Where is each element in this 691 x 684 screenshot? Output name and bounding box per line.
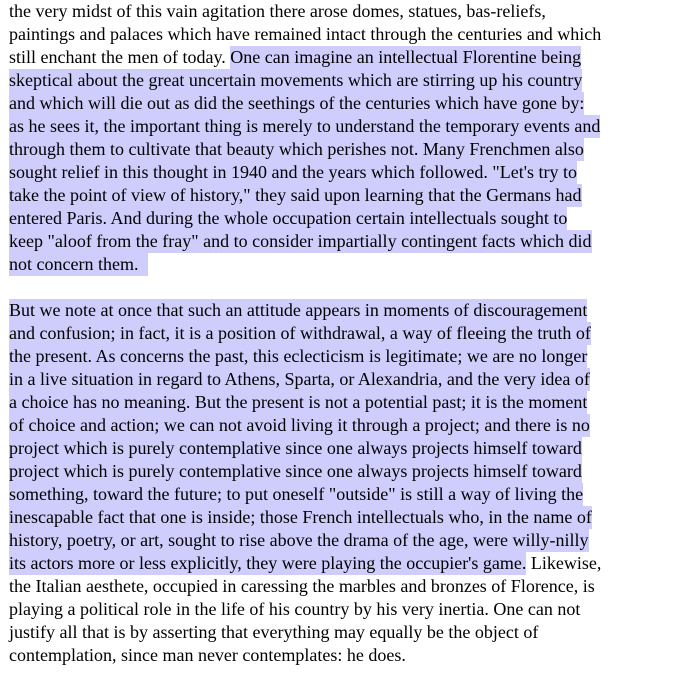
text-line	[9, 437, 582, 460]
text-line	[9, 92, 584, 115]
highlighted-text[interactable]: sought relief in this thought in 1940 and the years which followed. "Let's try to	[9, 162, 577, 182]
text-plain: paintings and palaces which have remained intact through the centuries and which	[9, 24, 602, 44]
text-line	[9, 138, 584, 161]
text-line	[9, 414, 590, 437]
highlighted-text[interactable]: keep "aloof from the fray" and to consider impartially contingent facts which did	[9, 231, 592, 251]
text-line	[9, 161, 577, 184]
text-plain: the Italian aesthete, occupied in caressing the marbles and bronzes of Florence, is	[9, 576, 595, 596]
text-line	[9, 115, 600, 138]
highlighted-text[interactable]: project which is purely contemplative since one always projects himself toward	[9, 461, 582, 481]
text-line	[9, 506, 592, 529]
highlighted-text[interactable]: But we note at once that such an attitude appears in moments of discouragement	[9, 300, 588, 320]
highlighted-text[interactable]: take the point of view of history," they said upon learning that the Germans had	[9, 185, 582, 205]
highlighted-text[interactable]: of choice and action; we can not avoid living it through a project; and there is no	[9, 415, 590, 435]
text-line	[9, 368, 590, 391]
text-line	[9, 253, 148, 276]
highlighted-text[interactable]: and confusion; in fact, it is a position of withdrawal, a way of fleeing the truth of	[9, 323, 591, 343]
highlighted-text[interactable]: in a live situation in regard to Athens, Sparta, or Alexandria, and the very idea of	[9, 369, 590, 389]
text-plain: contemplation, since man never contemplates: he does.	[9, 645, 406, 665]
text-line	[9, 391, 587, 414]
text-plain: still enchant the men of today.	[9, 47, 231, 67]
highlighted-text[interactable]: through them to cultivate that beauty which perishes not. Many Frenchmen also	[9, 139, 584, 159]
text-line	[9, 460, 582, 483]
text-line	[9, 621, 538, 644]
highlighted-text[interactable]: skeptical about the great uncertain movements which are stirring up his country	[9, 70, 583, 90]
text-line	[9, 69, 582, 92]
text-line	[9, 0, 546, 23]
text-line	[9, 575, 595, 598]
text-line	[9, 529, 589, 552]
highlighted-text[interactable]: entered Paris. And during the whole occupation certain intellectuals sought to	[9, 208, 568, 228]
highlighted-text[interactable]: One can imagine an intellectual Florentine being	[230, 47, 582, 67]
highlighted-text[interactable]: history, poetry, or art, sought to rise above the drama of the age, were willy-nilly	[9, 530, 589, 550]
text-line	[9, 322, 591, 345]
text-line	[9, 299, 587, 322]
highlighted-text[interactable]: as he sees it, the important thing is merely to understand the temporary events and	[9, 116, 601, 136]
text-line	[9, 483, 583, 506]
text-line	[9, 230, 592, 253]
highlighted-text[interactable]: the present. As concerns the past, this eclecticism is legitimate; we are no longer	[9, 346, 588, 366]
text-line	[9, 598, 580, 621]
highlighted-text[interactable]: and which will die out as did the seethings of the centuries which have gone by:	[9, 93, 585, 113]
highlighted-text[interactable]: something, toward the future; to put oneself "outside" is still a way of living the	[9, 484, 584, 504]
highlighted-text[interactable]: project which is purely contemplative since one always projects himself toward	[9, 438, 582, 458]
text-line	[9, 184, 582, 207]
text-line	[9, 46, 581, 69]
text-line	[9, 345, 587, 368]
text-plain: playing a political role in the life of his country by his very inertia. One can not	[9, 599, 581, 619]
highlighted-text[interactable]: a choice has no meaning. But the present is not a potential past; it is the moment	[9, 392, 588, 412]
text-line	[9, 23, 601, 46]
text-line	[9, 552, 601, 575]
text-plain: Likewise,	[526, 553, 602, 573]
text-plain: justify all that is by asserting that everything may equally be the object of	[9, 622, 539, 642]
highlighted-text[interactable]: inescapable fact that one is inside; those French intellectuals who, in the name of	[9, 507, 592, 527]
highlighted-text[interactable]: its actors more or less explicitly, they were playing the occupier's game.	[9, 553, 527, 573]
text-line	[9, 644, 406, 667]
text-plain: the very midst of this vain agitation there arose domes, statues, bas-reliefs,	[9, 1, 546, 21]
highlighted-text[interactable]: not concern them.	[9, 253, 148, 276]
text-line	[9, 207, 567, 230]
